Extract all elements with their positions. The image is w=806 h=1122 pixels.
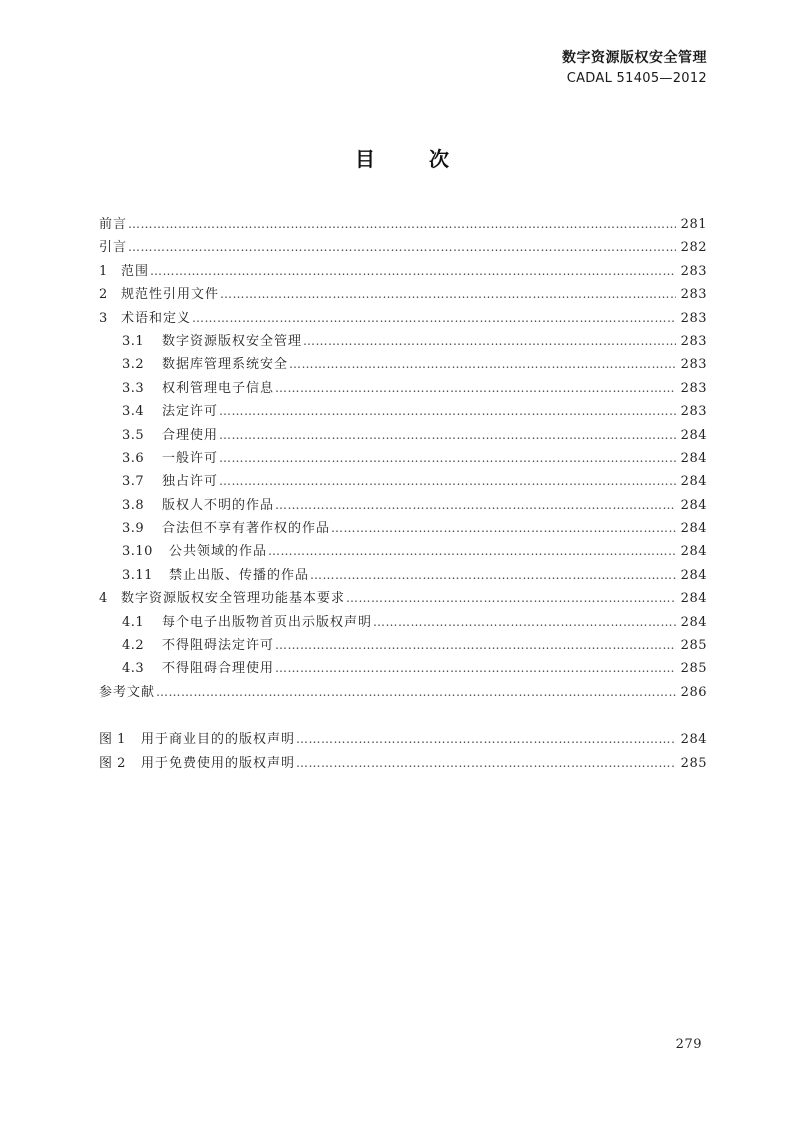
toc-entry-label: 规范性引用文件 xyxy=(121,287,220,303)
toc-entry-page: 284 xyxy=(680,544,707,560)
toc-entry-4[interactable] xyxy=(99,587,707,610)
toc-entry-label: 数据库管理系统安全 xyxy=(162,357,289,373)
toc-entry-3-9[interactable] xyxy=(99,517,707,540)
toc-entry-3-8[interactable] xyxy=(99,494,707,517)
toc-entry-number: 3.5 xyxy=(122,427,145,443)
toc-entry-label: 权利管理电子信息 xyxy=(162,380,275,396)
leader-dots xyxy=(128,213,676,236)
toc-entry-number: 4.2 xyxy=(122,638,145,654)
toc-figure-page: 284 xyxy=(680,732,707,748)
toc-entry-number: 2 xyxy=(99,287,108,303)
toc-entry-number: 4.1 xyxy=(122,614,145,630)
toc-entry-label: 独占许可 xyxy=(162,474,219,490)
toc-entry-page: 283 xyxy=(680,263,707,279)
table-of-contents xyxy=(99,213,707,775)
toc-entry-foreword[interactable] xyxy=(99,213,707,236)
toc-entry-1[interactable] xyxy=(99,260,707,283)
toc-entry-label: 一般许可 xyxy=(162,450,219,466)
toc-entry-page: 284 xyxy=(680,474,707,490)
leader-dots xyxy=(128,236,676,259)
running-header xyxy=(562,47,707,89)
toc-entry-2[interactable] xyxy=(99,283,707,306)
leader-dots xyxy=(219,470,676,493)
leader-dots xyxy=(275,494,676,517)
leader-dots xyxy=(275,377,676,400)
header-title: 数字资源版权安全管理 xyxy=(562,50,707,66)
leader-dots xyxy=(220,283,676,306)
leader-dots xyxy=(303,330,676,353)
toc-entry-3-6[interactable] xyxy=(99,447,707,470)
toc-entry-3-7[interactable] xyxy=(99,470,707,493)
toc-entry-number: 3.1 xyxy=(122,333,145,349)
toc-entry-page: 283 xyxy=(680,357,707,373)
toc-entry-page: 283 xyxy=(680,333,707,349)
toc-figure-number: 图 1 xyxy=(99,732,126,748)
toc-entry-label: 参考文献 xyxy=(99,684,156,700)
toc-entry-page: 281 xyxy=(680,217,707,232)
toc-entry-label: 禁止出版、传播的作品 xyxy=(169,567,310,583)
leader-dots xyxy=(331,517,676,540)
toc-entry-page: 284 xyxy=(680,497,707,513)
toc-entry-4-3[interactable] xyxy=(99,657,707,680)
page-number: 279 xyxy=(675,1037,702,1052)
toc-entry-page: 286 xyxy=(680,684,707,700)
toc-title-part1: 目 xyxy=(355,147,377,171)
toc-entry-page: 284 xyxy=(680,521,707,537)
toc-entry-label: 术语和定义 xyxy=(121,310,192,326)
toc-entry-label: 版权人不明的作品 xyxy=(162,497,275,513)
toc-entry-page: 285 xyxy=(680,638,707,654)
toc-figure-number: 图 2 xyxy=(99,755,126,771)
toc-entry-number: 3.4 xyxy=(122,404,145,420)
leader-dots xyxy=(289,353,676,376)
toc-entry-page: 284 xyxy=(680,591,707,607)
toc-entry-label: 数字资源版权安全管理 xyxy=(162,333,303,349)
toc-entry-page: 284 xyxy=(680,450,707,466)
toc-entry-page: 282 xyxy=(680,240,707,256)
toc-entry-label: 法定许可 xyxy=(162,404,219,420)
toc-entry-label: 前言 xyxy=(99,217,128,232)
toc-entry-introduction[interactable] xyxy=(99,236,707,259)
toc-entry-3-3[interactable] xyxy=(99,377,707,400)
toc-entry-number: 3.8 xyxy=(122,497,145,513)
toc-entry-number: 3.9 xyxy=(122,521,145,537)
leader-dots xyxy=(268,540,676,563)
toc-figure-2[interactable] xyxy=(99,752,707,775)
toc-entry-number: 4.3 xyxy=(122,661,145,677)
toc-entry-page: 283 xyxy=(680,404,707,420)
toc-entry-3-1[interactable] xyxy=(99,330,707,353)
toc-entry-number: 4 xyxy=(99,591,108,607)
toc-entry-number: 3.3 xyxy=(122,380,145,396)
toc-entry-label: 数字资源版权安全管理功能基本要求 xyxy=(121,591,346,607)
leader-dots xyxy=(310,564,676,587)
toc-entry-bibliography[interactable] xyxy=(99,681,707,704)
toc-entry-page: 284 xyxy=(680,427,707,443)
toc-entry-page: 283 xyxy=(680,380,707,396)
leader-dots xyxy=(275,657,676,680)
toc-entry-4-1[interactable] xyxy=(99,611,707,634)
toc-entry-number: 3.2 xyxy=(122,357,145,373)
leader-dots xyxy=(192,307,676,330)
toc-entry-page: 285 xyxy=(680,661,707,677)
toc-entry-label: 不得阻碍法定许可 xyxy=(162,638,275,654)
toc-entry-label: 公共领域的作品 xyxy=(169,544,268,560)
leader-dots xyxy=(219,447,676,470)
leader-dots xyxy=(346,587,676,610)
leader-dots xyxy=(219,424,676,447)
toc-figure-page: 285 xyxy=(680,755,707,771)
toc-entry-number: 3.7 xyxy=(122,474,145,490)
toc-entry-label: 不得阻碍合理使用 xyxy=(162,661,275,677)
toc-entry-number: 3 xyxy=(99,310,108,326)
toc-entry-number: 3.10 xyxy=(122,544,153,560)
toc-entry-3-5[interactable] xyxy=(99,424,707,447)
toc-entry-3-10[interactable] xyxy=(99,540,707,563)
leader-dots xyxy=(275,634,676,657)
toc-section-gap xyxy=(99,704,707,728)
toc-entry-page: 284 xyxy=(680,614,707,630)
toc-entry-label: 范围 xyxy=(121,263,150,279)
toc-entry-4-2[interactable] xyxy=(99,634,707,657)
toc-entry-number: 3.6 xyxy=(122,450,145,466)
header-standard-code: CADAL 51405—2012 xyxy=(566,71,707,86)
leader-dots xyxy=(296,752,676,775)
toc-entry-3-2[interactable] xyxy=(99,353,707,376)
toc-entry-label: 引言 xyxy=(99,240,128,256)
toc-entry-number: 1 xyxy=(99,263,108,279)
leader-dots xyxy=(296,728,676,751)
toc-entry-page: 283 xyxy=(680,287,707,303)
leader-dots xyxy=(156,681,676,704)
toc-entry-3-11[interactable] xyxy=(99,564,707,587)
toc-entry-page: 284 xyxy=(680,567,707,583)
toc-entry-3[interactable] xyxy=(99,307,707,330)
toc-entry-page: 283 xyxy=(680,310,707,326)
leader-dots xyxy=(373,611,676,634)
toc-title-part2: 次 xyxy=(429,147,451,171)
toc-figure-label: 用于商业目的的版权声明 xyxy=(141,732,296,748)
toc-entry-3-4[interactable] xyxy=(99,400,707,423)
toc-title xyxy=(0,143,806,172)
leader-dots xyxy=(150,260,676,283)
toc-entry-label: 每个电子出版物首页出示版权声明 xyxy=(162,614,373,630)
toc-figure-label: 用于免费使用的版权声明 xyxy=(141,755,296,771)
toc-entry-label: 合理使用 xyxy=(162,427,219,443)
toc-figure-1[interactable] xyxy=(99,728,707,751)
toc-entry-label: 合法但不享有著作权的作品 xyxy=(162,521,331,537)
leader-dots xyxy=(219,400,676,423)
toc-entry-number: 3.11 xyxy=(122,567,153,583)
